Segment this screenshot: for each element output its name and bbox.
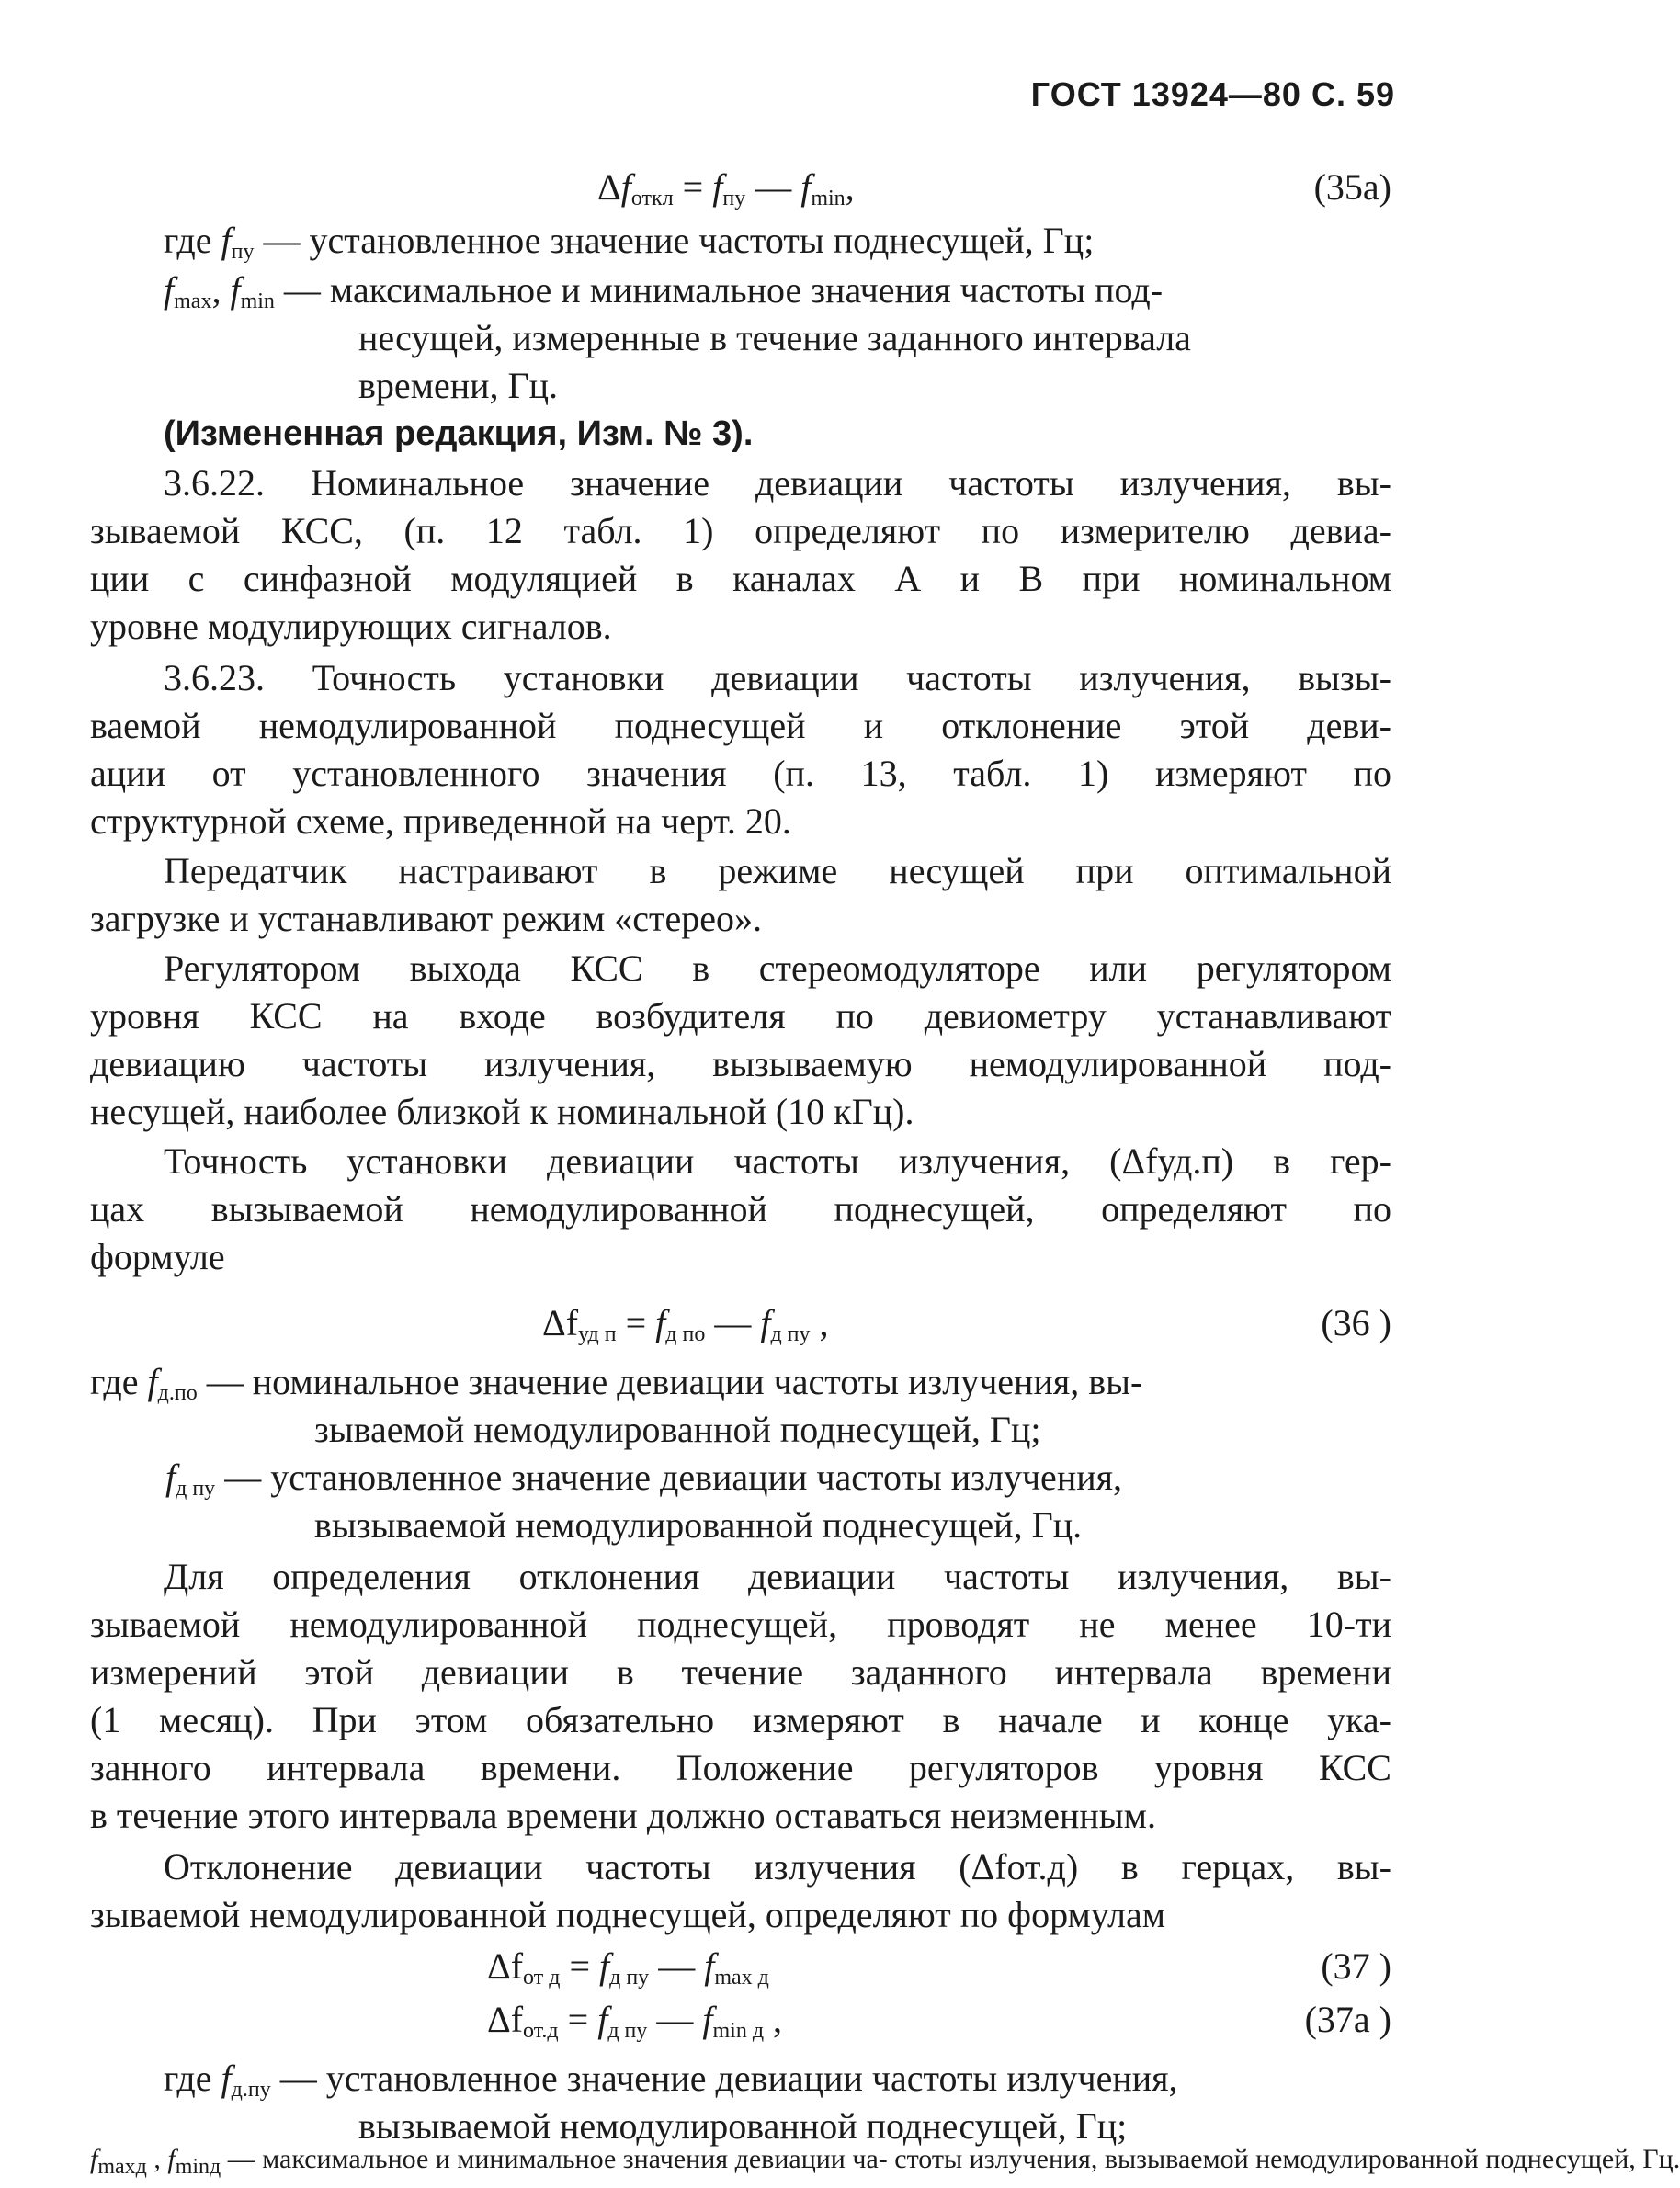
paragraph-line: Точность установки девиации частоты излучения, (Δfуд.п) в гер- — [164, 1140, 1391, 1182]
page-header: ГОСТ 13924—80 С. 59 — [1030, 75, 1395, 113]
paragraph-line: ции с синфазной модуляцией в каналах А и В при номинальном — [90, 558, 1391, 599]
definition-line: несущей, измеренные в течение заданного интервала — [358, 317, 1191, 358]
amendment-note: (Измененная редакция, Изм. № 3). — [164, 414, 754, 453]
paragraph-line: занного интервала времени. Положение регуляторов уровня КСС — [90, 1747, 1391, 1788]
paragraph-line: измерений этой девиации в течение заданного интервала времени — [90, 1651, 1391, 1693]
definition-line: где $f_{пу}$ — установленное значение частоты поднесущей, Гц; — [164, 220, 1095, 264]
definition-line: где $f_{д.по}$ — номинальное значение девиации частоты излучения, вы- — [90, 1361, 1143, 1405]
equation-number-37: (37 ) — [1321, 1945, 1391, 1987]
paragraph-line: зываемой КСС, (п. 12 табл. 1) определяют по измерителю девиа- — [90, 510, 1391, 551]
definition-line: $f_{maxд}$ , $f_{minд}$ — максимальное и минимальное значения девиации ча- стоты излучения, вызываемой немодулированной поднесущей, Гц. — [90, 2144, 1680, 2179]
paragraph-line: уровня КСС на входе возбудителя по девиометру устанавливают — [90, 995, 1391, 1037]
definition-line: вызываемой немодулированной поднесущей, Гц. — [314, 1504, 1083, 1546]
paragraph-line: 3.6.23. Точность установки девиации частоты излучения, вызы- — [164, 657, 1391, 698]
paragraph-line: Передатчик настраивают в режиме несущей при оптимальной — [164, 850, 1391, 891]
paragraph-line: структурной схеме, приведенной на черт. 20. — [90, 800, 791, 842]
paragraph-line: Отклонение девиации частоты излучения (Δfот.д) в герцах, вы- — [164, 1846, 1391, 1888]
formula-37a: $\Delta f_{от.д} = f_{д пу}$ — $f_{min д}$ , — [487, 1999, 783, 2043]
definition-line: $f_{max}$, $f_{min}$ — максимальное и минимальное значения частоты под- — [164, 269, 1164, 313]
formula-37: $\Delta f_{от д} = f_{д пу}$ — $f_{max д}$ — [487, 1945, 769, 1990]
definition-line: $f_{д пу}$ — установленное значение девиации частоты излучения, — [165, 1457, 1123, 1501]
equation-number-37a: (37а ) — [1304, 1999, 1391, 2040]
paragraph-line: цах вызываемой немодулированной поднесущей, определяют по — [90, 1188, 1391, 1230]
definition-line: времени, Гц. — [358, 365, 559, 406]
paragraph-line: ваемой немодулированной поднесущей и отклонение этой деви- — [90, 705, 1391, 746]
formula-35a: $\Delta f_{откл} = f_{пу}$ — $f_{min}$, — [597, 166, 855, 210]
paragraph-line: формуле — [90, 1236, 225, 1277]
paragraph-line: Регулятором выхода КСС в стереомодуляторе или регулятором — [164, 947, 1391, 989]
paragraph-line: в течение этого интервала времени должно оставаться неизменным. — [90, 1795, 1156, 1836]
paragraph-line: загрузке и устанавливают режим «стерео». — [90, 898, 762, 939]
paragraph-line: 3.6.22. Номинальное значение девиации частоты излучения, вы- — [164, 462, 1391, 504]
equation-number-36: (36 ) — [1321, 1302, 1391, 1343]
paragraph-line: уровне модулирующих сигналов. — [90, 606, 612, 647]
paragraph-line: девиацию частоты излучения, вызываемую немодулированной под- — [90, 1043, 1391, 1084]
paragraph-line: несущей, наиболее близкой к номинальной (10 кГц). — [90, 1091, 914, 1132]
paragraph-line: ации от установленного значения (п. 13, табл. 1) измеряют по — [90, 753, 1391, 794]
formula-36: $\Delta f_{уд п} = f_{д по}$ — $f_{д пу}$ , — [542, 1302, 829, 1346]
paragraph-line: зываемой немодулированной поднесущей, определяют по формулам — [90, 1894, 1166, 1935]
paragraph-line: зываемой немодулированной поднесущей, проводят не менее 10-ти — [90, 1604, 1391, 1645]
definition-line: где $f_{д.пу}$ — установленное значение девиации частоты излучения, — [164, 2058, 1178, 2102]
definition-line: зываемой немодулированной поднесущей, Гц; — [314, 1409, 1041, 1450]
definition-line: вызываемой немодулированной поднесущей, Гц; — [358, 2105, 1128, 2147]
equation-number-35a: (35а) — [1313, 166, 1391, 208]
paragraph-line: Для определения отклонения девиации частоты излучения, вы- — [164, 1556, 1391, 1597]
paragraph-line: (1 месяц). При этом обязательно измеряют в начале и конце ука- — [90, 1699, 1391, 1740]
